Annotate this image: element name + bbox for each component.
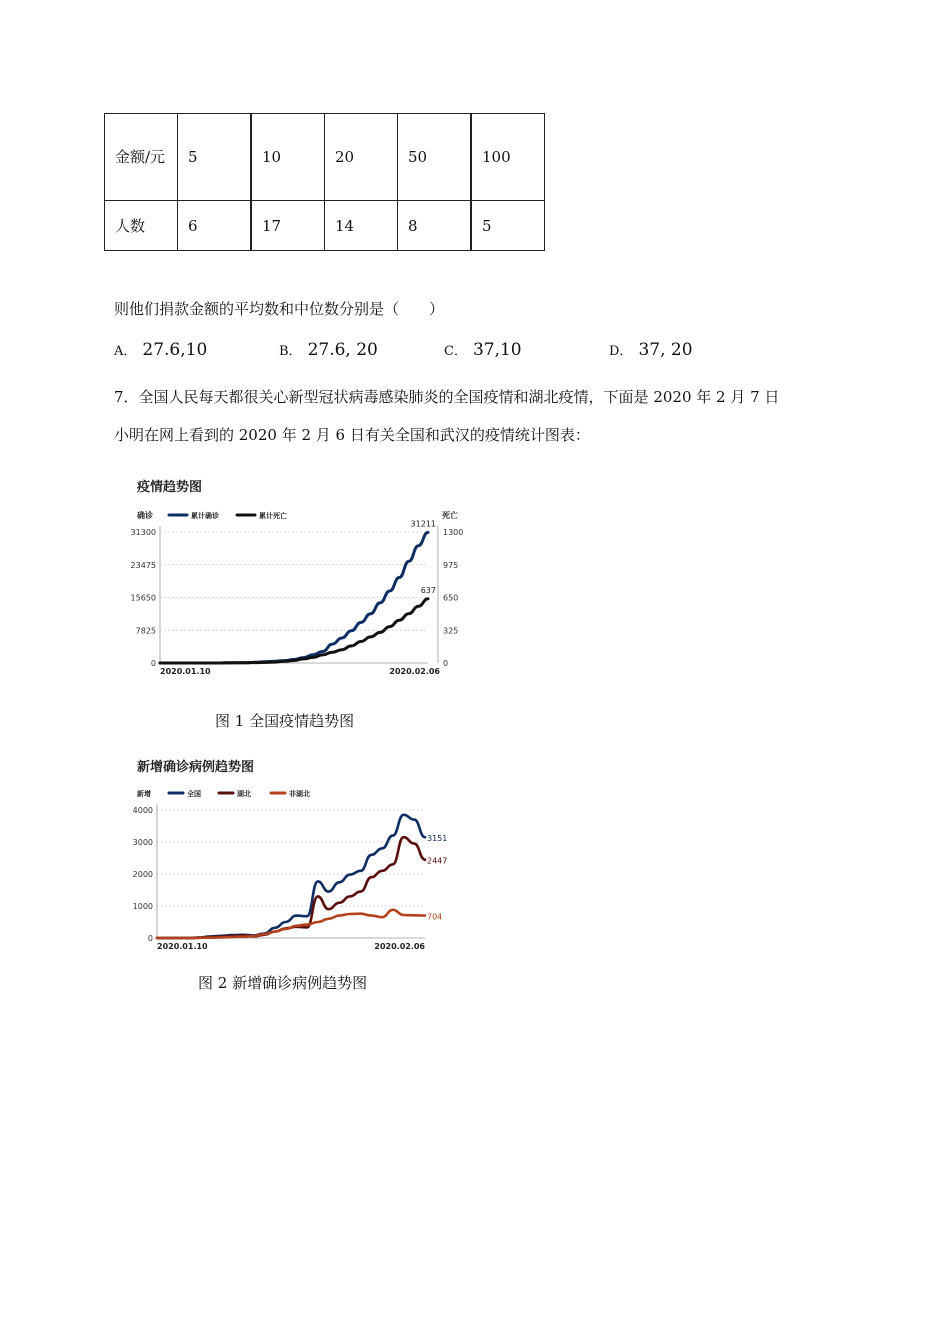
x-end-label: 2020.02.06 [374, 942, 425, 951]
y2-tick-label: 650 [443, 593, 459, 603]
question7-line1: 7．全国人民每天都很关心新型冠状病毒感染肺炎的全国疫情和湖北疫情，下面是 2020 年 2 月 7 日 [114, 388, 780, 406]
series-line-0 [157, 815, 425, 938]
x-end-label: 2020.02.06 [389, 667, 440, 676]
left-axis-label: 确诊 [137, 511, 153, 520]
cumulative-trend-chart [125, 500, 475, 685]
option-letter: A． [114, 344, 137, 359]
table-cell: 5 [471, 201, 545, 251]
chart2-title: 新增确诊病例趋势图 [137, 760, 255, 775]
legend-label: 累计确诊 [191, 512, 219, 520]
table-header-amount: 金额/元 [105, 114, 178, 201]
series-end-label: 31211 [410, 519, 436, 529]
option-d [609, 340, 693, 360]
question7-line2: 小明在网上看到的 2020 年 2 月 6 日有关全国和武汉的疫情统计图表： [114, 426, 590, 444]
series-line-2 [157, 910, 425, 938]
y-tick-label: 0 [150, 659, 156, 668]
series-line-1 [160, 599, 428, 663]
legend-label: 非湖北 [289, 790, 310, 798]
option-letter: B． [279, 344, 302, 359]
table-cell: 17 [251, 201, 325, 251]
y-tick-label: 2000 [132, 870, 153, 879]
y-tick-label: 1000 [132, 902, 153, 911]
donation-table [104, 113, 545, 251]
table-cell: 20 [325, 114, 398, 201]
series-end-label: 2447 [427, 856, 448, 866]
chart1-caption: 图 1 全国疫情趋势图 [215, 712, 355, 730]
table-cell: 14 [325, 201, 398, 251]
table-cell: 50 [398, 114, 472, 201]
legend-label: 湖北 [237, 790, 251, 798]
option-b [279, 340, 378, 360]
series-line-1 [157, 837, 425, 938]
option-c [444, 340, 522, 360]
x-start-label: 2020.01.10 [157, 942, 208, 951]
y-tick-label: 3000 [132, 838, 153, 847]
y-tick-label: 7825 [135, 626, 156, 636]
series-end-label: 637 [420, 585, 436, 595]
series-end-label: 3151 [427, 834, 448, 844]
y2-tick-label: 325 [443, 626, 459, 636]
table-cell: 8 [398, 201, 472, 251]
legend-label: 全国 [187, 790, 201, 798]
option-text: 27.6,10 [142, 340, 208, 360]
y-tick-label: 4000 [132, 806, 153, 815]
option-text: 27.6, 20 [307, 340, 378, 360]
legend-label: 累计死亡 [259, 512, 287, 520]
table-header-count: 人数 [105, 201, 178, 251]
question-stem: 则他们捐款金额的平均数和中位数分别是（ ） [114, 300, 445, 318]
option-a [114, 340, 207, 360]
y2-tick-label: 0 [443, 659, 449, 668]
option-letter: D． [609, 344, 633, 359]
y-tick-label: 15650 [130, 593, 156, 603]
x-start-label: 2020.01.10 [160, 667, 211, 676]
y-axis-label: 新增 [137, 790, 151, 798]
y-tick-label: 0 [147, 934, 153, 943]
option-text: 37,10 [472, 340, 522, 360]
y2-tick-label: 1300 [443, 528, 464, 537]
y-tick-label: 31300 [130, 528, 156, 537]
table-cell: 5 [178, 114, 252, 201]
table-cell: 100 [471, 114, 545, 201]
chart2-caption: 图 2 新增确诊病例趋势图 [198, 974, 368, 992]
y2-tick-label: 975 [443, 560, 459, 570]
option-letter: C． [444, 344, 467, 359]
daily-new-cases-chart [125, 782, 465, 962]
table-row [105, 201, 545, 251]
y-tick-label: 23475 [130, 560, 156, 570]
table-cell: 10 [251, 114, 325, 201]
table-cell: 6 [178, 201, 252, 251]
option-text: 37, 20 [638, 340, 693, 360]
series-end-label: 704 [427, 912, 443, 922]
table-row [105, 114, 545, 201]
chart1-title: 疫情趋势图 [137, 480, 203, 495]
right-axis-label: 死亡 [442, 511, 458, 520]
